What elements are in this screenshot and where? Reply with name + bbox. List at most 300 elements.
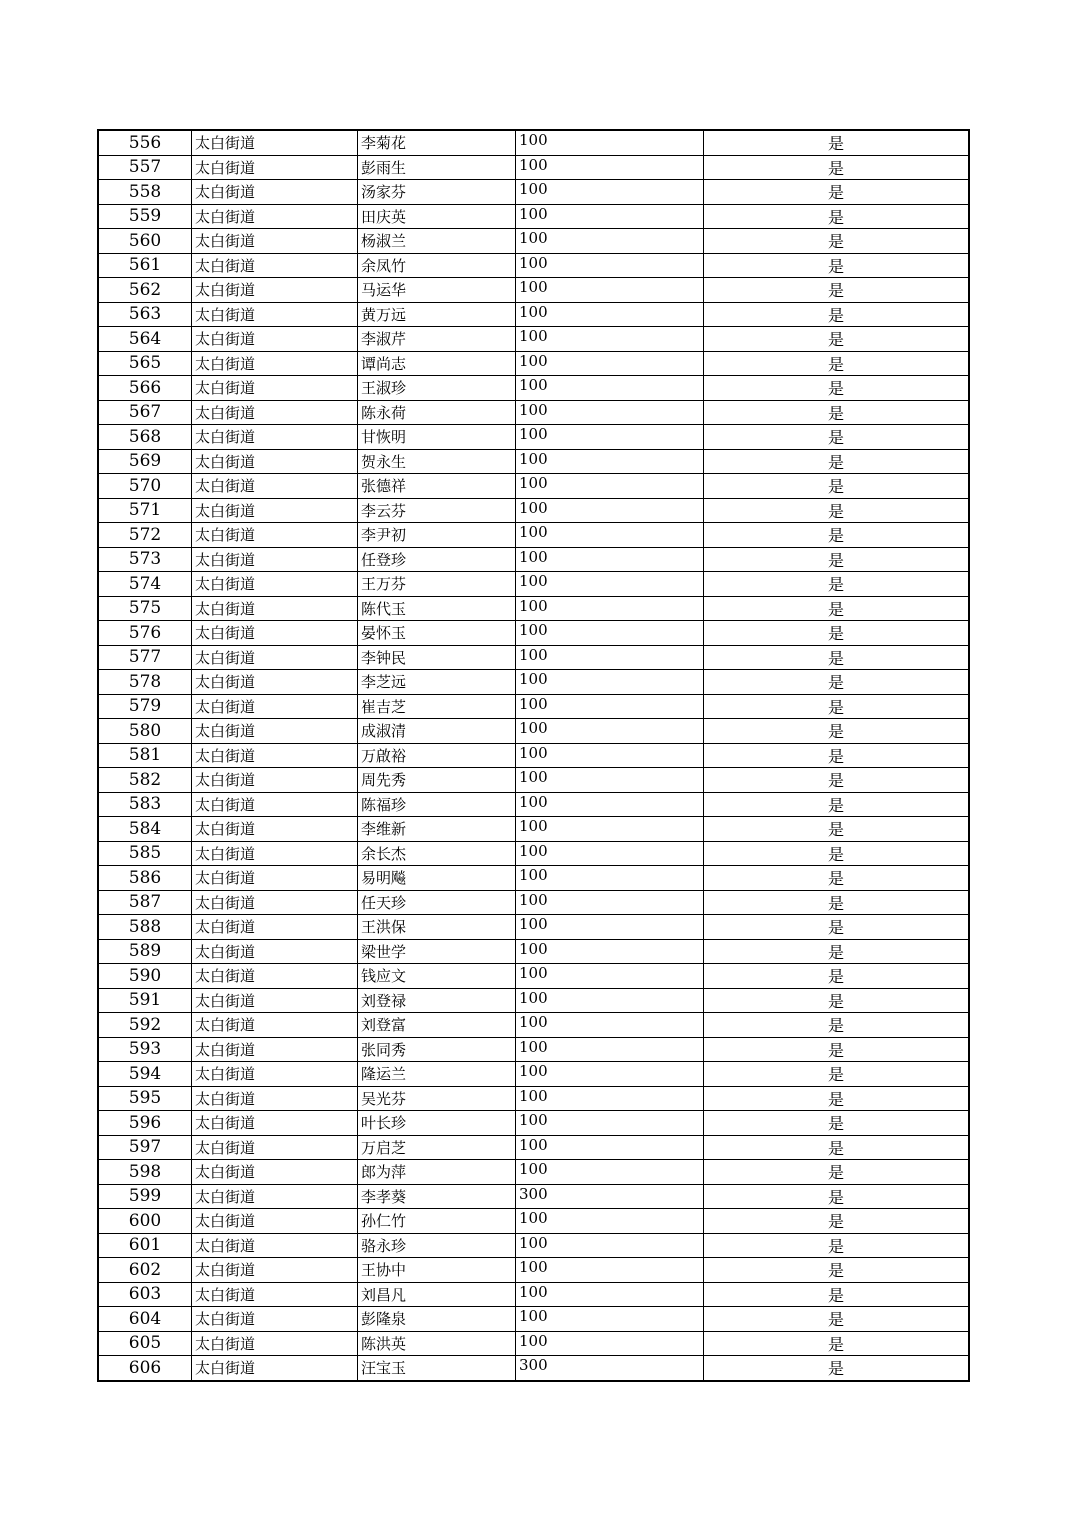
street-cell: 太白街道 <box>192 449 358 474</box>
table-row <box>98 621 969 646</box>
table-row <box>98 1013 969 1038</box>
table-row <box>98 841 969 866</box>
amount-cell: 100 <box>516 1331 704 1356</box>
name-cell: 吴光芬 <box>358 1086 516 1111</box>
street-cell: 太白街道 <box>192 1331 358 1356</box>
street-cell: 太白街道 <box>192 351 358 376</box>
row-number: 605 <box>98 1331 192 1356</box>
status-cell: 是 <box>704 915 970 940</box>
status-cell: 是 <box>704 768 970 793</box>
table-row <box>98 1135 969 1160</box>
amount-cell: 100 <box>516 1111 704 1136</box>
name-cell: 王协中 <box>358 1258 516 1283</box>
amount-cell: 100 <box>516 376 704 401</box>
amount-cell: 100 <box>516 1258 704 1283</box>
row-number: 581 <box>98 743 192 768</box>
row-number: 575 <box>98 596 192 621</box>
amount-cell: 100 <box>516 474 704 499</box>
name-cell: 李菊花 <box>358 130 516 155</box>
street-cell: 太白街道 <box>192 278 358 303</box>
row-number: 558 <box>98 180 192 205</box>
table-row <box>98 792 969 817</box>
name-cell: 余长杰 <box>358 841 516 866</box>
amount-cell: 100 <box>516 621 704 646</box>
name-cell: 马运华 <box>358 278 516 303</box>
name-cell: 王洪保 <box>358 915 516 940</box>
name-cell: 甘恢明 <box>358 425 516 450</box>
name-cell: 李云芬 <box>358 498 516 523</box>
street-cell: 太白街道 <box>192 180 358 205</box>
row-number: 604 <box>98 1307 192 1332</box>
status-cell: 是 <box>704 547 970 572</box>
table-row <box>98 425 969 450</box>
table-row <box>98 253 969 278</box>
street-cell: 太白街道 <box>192 1233 358 1258</box>
street-cell: 太白街道 <box>192 130 358 155</box>
row-number: 567 <box>98 400 192 425</box>
street-cell: 太白街道 <box>192 964 358 989</box>
name-cell: 张同秀 <box>358 1037 516 1062</box>
amount-cell: 100 <box>516 964 704 989</box>
name-cell: 田庆英 <box>358 204 516 229</box>
status-cell: 是 <box>704 1258 970 1283</box>
row-number: 589 <box>98 939 192 964</box>
amount-cell: 100 <box>516 180 704 205</box>
name-cell: 成淑清 <box>358 719 516 744</box>
status-cell: 是 <box>704 743 970 768</box>
row-number: 580 <box>98 719 192 744</box>
amount-cell: 100 <box>516 1282 704 1307</box>
status-cell: 是 <box>704 1307 970 1332</box>
name-cell: 李维新 <box>358 817 516 842</box>
table-row <box>98 1307 969 1332</box>
name-cell: 汪宝玉 <box>358 1356 516 1381</box>
table-row <box>98 670 969 695</box>
amount-cell: 100 <box>516 278 704 303</box>
name-cell: 刘登禄 <box>358 988 516 1013</box>
status-cell: 是 <box>704 425 970 450</box>
row-number: 572 <box>98 523 192 548</box>
amount-cell: 100 <box>516 449 704 474</box>
name-cell: 孙仁竹 <box>358 1209 516 1234</box>
street-cell: 太白街道 <box>192 1282 358 1307</box>
status-cell: 是 <box>704 253 970 278</box>
amount-cell: 100 <box>516 988 704 1013</box>
status-cell: 是 <box>704 229 970 254</box>
table-row <box>98 572 969 597</box>
status-cell: 是 <box>704 302 970 327</box>
name-cell: 陈永荷 <box>358 400 516 425</box>
amount-cell: 100 <box>516 1233 704 1258</box>
row-number: 587 <box>98 890 192 915</box>
status-cell: 是 <box>704 523 970 548</box>
status-cell: 是 <box>704 204 970 229</box>
table-row <box>98 302 969 327</box>
table-row <box>98 449 969 474</box>
street-cell: 太白街道 <box>192 1037 358 1062</box>
name-cell: 谭尚志 <box>358 351 516 376</box>
amount-cell: 100 <box>516 890 704 915</box>
status-cell: 是 <box>704 474 970 499</box>
table-row <box>98 694 969 719</box>
row-number: 599 <box>98 1184 192 1209</box>
name-cell: 杨淑兰 <box>358 229 516 254</box>
street-cell: 太白街道 <box>192 1209 358 1234</box>
street-cell: 太白街道 <box>192 400 358 425</box>
street-cell: 太白街道 <box>192 1184 358 1209</box>
row-number: 565 <box>98 351 192 376</box>
status-cell: 是 <box>704 376 970 401</box>
status-cell: 是 <box>704 572 970 597</box>
row-number: 588 <box>98 915 192 940</box>
name-cell: 任登珍 <box>358 547 516 572</box>
table-row <box>98 1111 969 1136</box>
name-cell: 万启芝 <box>358 1135 516 1160</box>
street-cell: 太白街道 <box>192 743 358 768</box>
street-cell: 太白街道 <box>192 719 358 744</box>
street-cell: 太白街道 <box>192 596 358 621</box>
row-number: 561 <box>98 253 192 278</box>
row-number: 597 <box>98 1135 192 1160</box>
name-cell: 崔吉芝 <box>358 694 516 719</box>
name-cell: 陈福珍 <box>358 792 516 817</box>
table-row <box>98 376 969 401</box>
status-cell: 是 <box>704 596 970 621</box>
row-number: 590 <box>98 964 192 989</box>
amount-cell: 100 <box>516 743 704 768</box>
table-row <box>98 180 969 205</box>
amount-cell: 100 <box>516 498 704 523</box>
status-cell: 是 <box>704 351 970 376</box>
amount-cell: 100 <box>516 302 704 327</box>
table-row <box>98 278 969 303</box>
row-number: 586 <box>98 866 192 891</box>
street-cell: 太白街道 <box>192 1111 358 1136</box>
table-row <box>98 817 969 842</box>
status-cell: 是 <box>704 1233 970 1258</box>
street-cell: 太白街道 <box>192 768 358 793</box>
amount-cell: 100 <box>516 229 704 254</box>
status-cell: 是 <box>704 1209 970 1234</box>
table-row <box>98 988 969 1013</box>
amount-cell: 300 <box>516 1356 704 1381</box>
row-number: 582 <box>98 768 192 793</box>
table-row <box>98 1331 969 1356</box>
status-cell: 是 <box>704 964 970 989</box>
table-row <box>98 1086 969 1111</box>
table-row <box>98 1062 969 1087</box>
street-cell: 太白街道 <box>192 1013 358 1038</box>
table-row <box>98 1209 969 1234</box>
row-number: 556 <box>98 130 192 155</box>
amount-cell: 100 <box>516 841 704 866</box>
street-cell: 太白街道 <box>192 866 358 891</box>
row-number: 569 <box>98 449 192 474</box>
row-number: 595 <box>98 1086 192 1111</box>
amount-cell: 100 <box>516 792 704 817</box>
status-cell: 是 <box>704 1160 970 1185</box>
status-cell: 是 <box>704 1086 970 1111</box>
table-row <box>98 1258 969 1283</box>
street-cell: 太白街道 <box>192 572 358 597</box>
name-cell: 李钟民 <box>358 645 516 670</box>
amount-cell: 100 <box>516 1037 704 1062</box>
street-cell: 太白街道 <box>192 621 358 646</box>
name-cell: 李淑芹 <box>358 327 516 352</box>
street-cell: 太白街道 <box>192 302 358 327</box>
row-number: 594 <box>98 1062 192 1087</box>
name-cell: 李孝葵 <box>358 1184 516 1209</box>
amount-cell: 100 <box>516 1013 704 1038</box>
amount-cell: 100 <box>516 645 704 670</box>
street-cell: 太白街道 <box>192 1086 358 1111</box>
amount-cell: 100 <box>516 768 704 793</box>
street-cell: 太白街道 <box>192 1062 358 1087</box>
table-row <box>98 523 969 548</box>
name-cell: 黄万远 <box>358 302 516 327</box>
row-number: 602 <box>98 1258 192 1283</box>
table-row <box>98 204 969 229</box>
table-row <box>98 768 969 793</box>
row-number: 593 <box>98 1037 192 1062</box>
row-number: 559 <box>98 204 192 229</box>
status-cell: 是 <box>704 841 970 866</box>
row-number: 564 <box>98 327 192 352</box>
status-cell: 是 <box>704 498 970 523</box>
table-row <box>98 890 969 915</box>
status-cell: 是 <box>704 1062 970 1087</box>
name-cell: 张德祥 <box>358 474 516 499</box>
table-body <box>98 130 969 1381</box>
street-cell: 太白街道 <box>192 327 358 352</box>
amount-cell: 100 <box>516 253 704 278</box>
street-cell: 太白街道 <box>192 474 358 499</box>
row-number: 585 <box>98 841 192 866</box>
name-cell: 汤家芬 <box>358 180 516 205</box>
table-row <box>98 130 969 155</box>
table-row <box>98 229 969 254</box>
row-number: 560 <box>98 229 192 254</box>
street-cell: 太白街道 <box>192 1135 358 1160</box>
row-number: 573 <box>98 547 192 572</box>
name-cell: 陈洪英 <box>358 1331 516 1356</box>
status-cell: 是 <box>704 866 970 891</box>
name-cell: 晏怀玉 <box>358 621 516 646</box>
name-cell: 彭雨生 <box>358 155 516 180</box>
amount-cell: 100 <box>516 547 704 572</box>
name-cell: 陈代玉 <box>358 596 516 621</box>
street-cell: 太白街道 <box>192 792 358 817</box>
table-row <box>98 498 969 523</box>
status-cell: 是 <box>704 1331 970 1356</box>
amount-cell: 100 <box>516 130 704 155</box>
name-cell: 刘昌凡 <box>358 1282 516 1307</box>
name-cell: 叶长珍 <box>358 1111 516 1136</box>
table-row <box>98 939 969 964</box>
table-row <box>98 743 969 768</box>
name-cell: 周先秀 <box>358 768 516 793</box>
street-cell: 太白街道 <box>192 1160 358 1185</box>
amount-cell: 100 <box>516 1086 704 1111</box>
table-row <box>98 474 969 499</box>
status-cell: 是 <box>704 1111 970 1136</box>
table-row <box>98 547 969 572</box>
table-row <box>98 155 969 180</box>
row-number: 601 <box>98 1233 192 1258</box>
row-number: 576 <box>98 621 192 646</box>
table-row <box>98 1160 969 1185</box>
amount-cell: 100 <box>516 523 704 548</box>
name-cell: 郎为萍 <box>358 1160 516 1185</box>
status-cell: 是 <box>704 621 970 646</box>
status-cell: 是 <box>704 1184 970 1209</box>
row-number: 596 <box>98 1111 192 1136</box>
amount-cell: 100 <box>516 939 704 964</box>
amount-cell: 100 <box>516 1209 704 1234</box>
table-row <box>98 351 969 376</box>
status-cell: 是 <box>704 1135 970 1160</box>
status-cell: 是 <box>704 792 970 817</box>
amount-cell: 100 <box>516 670 704 695</box>
street-cell: 太白街道 <box>192 155 358 180</box>
street-cell: 太白街道 <box>192 1258 358 1283</box>
amount-cell: 100 <box>516 1307 704 1332</box>
street-cell: 太白街道 <box>192 890 358 915</box>
amount-cell: 100 <box>516 915 704 940</box>
row-number: 566 <box>98 376 192 401</box>
amount-cell: 100 <box>516 425 704 450</box>
name-cell: 梁世学 <box>358 939 516 964</box>
table-row <box>98 866 969 891</box>
table-row <box>98 1282 969 1307</box>
name-cell: 刘登富 <box>358 1013 516 1038</box>
name-cell: 任天珍 <box>358 890 516 915</box>
table-row <box>98 915 969 940</box>
status-cell: 是 <box>704 130 970 155</box>
amount-cell: 100 <box>516 1135 704 1160</box>
table-row <box>98 719 969 744</box>
table-row <box>98 1356 969 1381</box>
street-cell: 太白街道 <box>192 204 358 229</box>
amount-cell: 100 <box>516 351 704 376</box>
amount-cell: 100 <box>516 1160 704 1185</box>
row-number: 600 <box>98 1209 192 1234</box>
street-cell: 太白街道 <box>192 1356 358 1381</box>
amount-cell: 100 <box>516 327 704 352</box>
amount-cell: 100 <box>516 719 704 744</box>
amount-cell: 100 <box>516 694 704 719</box>
street-cell: 太白街道 <box>192 1307 358 1332</box>
table-row <box>98 1037 969 1062</box>
row-number: 591 <box>98 988 192 1013</box>
name-cell: 李芝远 <box>358 670 516 695</box>
status-cell: 是 <box>704 449 970 474</box>
amount-cell: 100 <box>516 400 704 425</box>
street-cell: 太白街道 <box>192 645 358 670</box>
row-number: 562 <box>98 278 192 303</box>
table-row <box>98 964 969 989</box>
row-number: 557 <box>98 155 192 180</box>
street-cell: 太白街道 <box>192 841 358 866</box>
name-cell: 余凤竹 <box>358 253 516 278</box>
row-number: 603 <box>98 1282 192 1307</box>
status-cell: 是 <box>704 278 970 303</box>
name-cell: 钱应文 <box>358 964 516 989</box>
amount-cell: 100 <box>516 1062 704 1087</box>
street-cell: 太白街道 <box>192 915 358 940</box>
street-cell: 太白街道 <box>192 817 358 842</box>
status-cell: 是 <box>704 890 970 915</box>
name-cell: 贺永生 <box>358 449 516 474</box>
street-cell: 太白街道 <box>192 939 358 964</box>
row-number: 570 <box>98 474 192 499</box>
name-cell: 王淑珍 <box>358 376 516 401</box>
street-cell: 太白街道 <box>192 376 358 401</box>
status-cell: 是 <box>704 719 970 744</box>
row-number: 606 <box>98 1356 192 1381</box>
data-table <box>97 129 970 1382</box>
row-number: 574 <box>98 572 192 597</box>
status-cell: 是 <box>704 694 970 719</box>
table-row <box>98 1233 969 1258</box>
status-cell: 是 <box>704 1282 970 1307</box>
row-number: 579 <box>98 694 192 719</box>
status-cell: 是 <box>704 645 970 670</box>
street-cell: 太白街道 <box>192 670 358 695</box>
table-row <box>98 645 969 670</box>
row-number: 568 <box>98 425 192 450</box>
status-cell: 是 <box>704 327 970 352</box>
street-cell: 太白街道 <box>192 425 358 450</box>
street-cell: 太白街道 <box>192 253 358 278</box>
status-cell: 是 <box>704 939 970 964</box>
street-cell: 太白街道 <box>192 523 358 548</box>
amount-cell: 100 <box>516 866 704 891</box>
table-row <box>98 400 969 425</box>
table-row <box>98 1184 969 1209</box>
status-cell: 是 <box>704 180 970 205</box>
amount-cell: 100 <box>516 155 704 180</box>
status-cell: 是 <box>704 1013 970 1038</box>
street-cell: 太白街道 <box>192 988 358 1013</box>
name-cell: 骆永珍 <box>358 1233 516 1258</box>
table-row <box>98 327 969 352</box>
row-number: 592 <box>98 1013 192 1038</box>
street-cell: 太白街道 <box>192 229 358 254</box>
name-cell: 彭隆泉 <box>358 1307 516 1332</box>
row-number: 563 <box>98 302 192 327</box>
street-cell: 太白街道 <box>192 694 358 719</box>
status-cell: 是 <box>704 155 970 180</box>
table-row <box>98 596 969 621</box>
status-cell: 是 <box>704 988 970 1013</box>
amount-cell: 100 <box>516 204 704 229</box>
row-number: 571 <box>98 498 192 523</box>
row-number: 584 <box>98 817 192 842</box>
status-cell: 是 <box>704 817 970 842</box>
name-cell: 李尹初 <box>358 523 516 548</box>
name-cell: 隆运兰 <box>358 1062 516 1087</box>
name-cell: 易明飚 <box>358 866 516 891</box>
status-cell: 是 <box>704 400 970 425</box>
row-number: 577 <box>98 645 192 670</box>
street-cell: 太白街道 <box>192 498 358 523</box>
row-number: 583 <box>98 792 192 817</box>
amount-cell: 100 <box>516 596 704 621</box>
status-cell: 是 <box>704 670 970 695</box>
status-cell: 是 <box>704 1037 970 1062</box>
name-cell: 万啟裕 <box>358 743 516 768</box>
